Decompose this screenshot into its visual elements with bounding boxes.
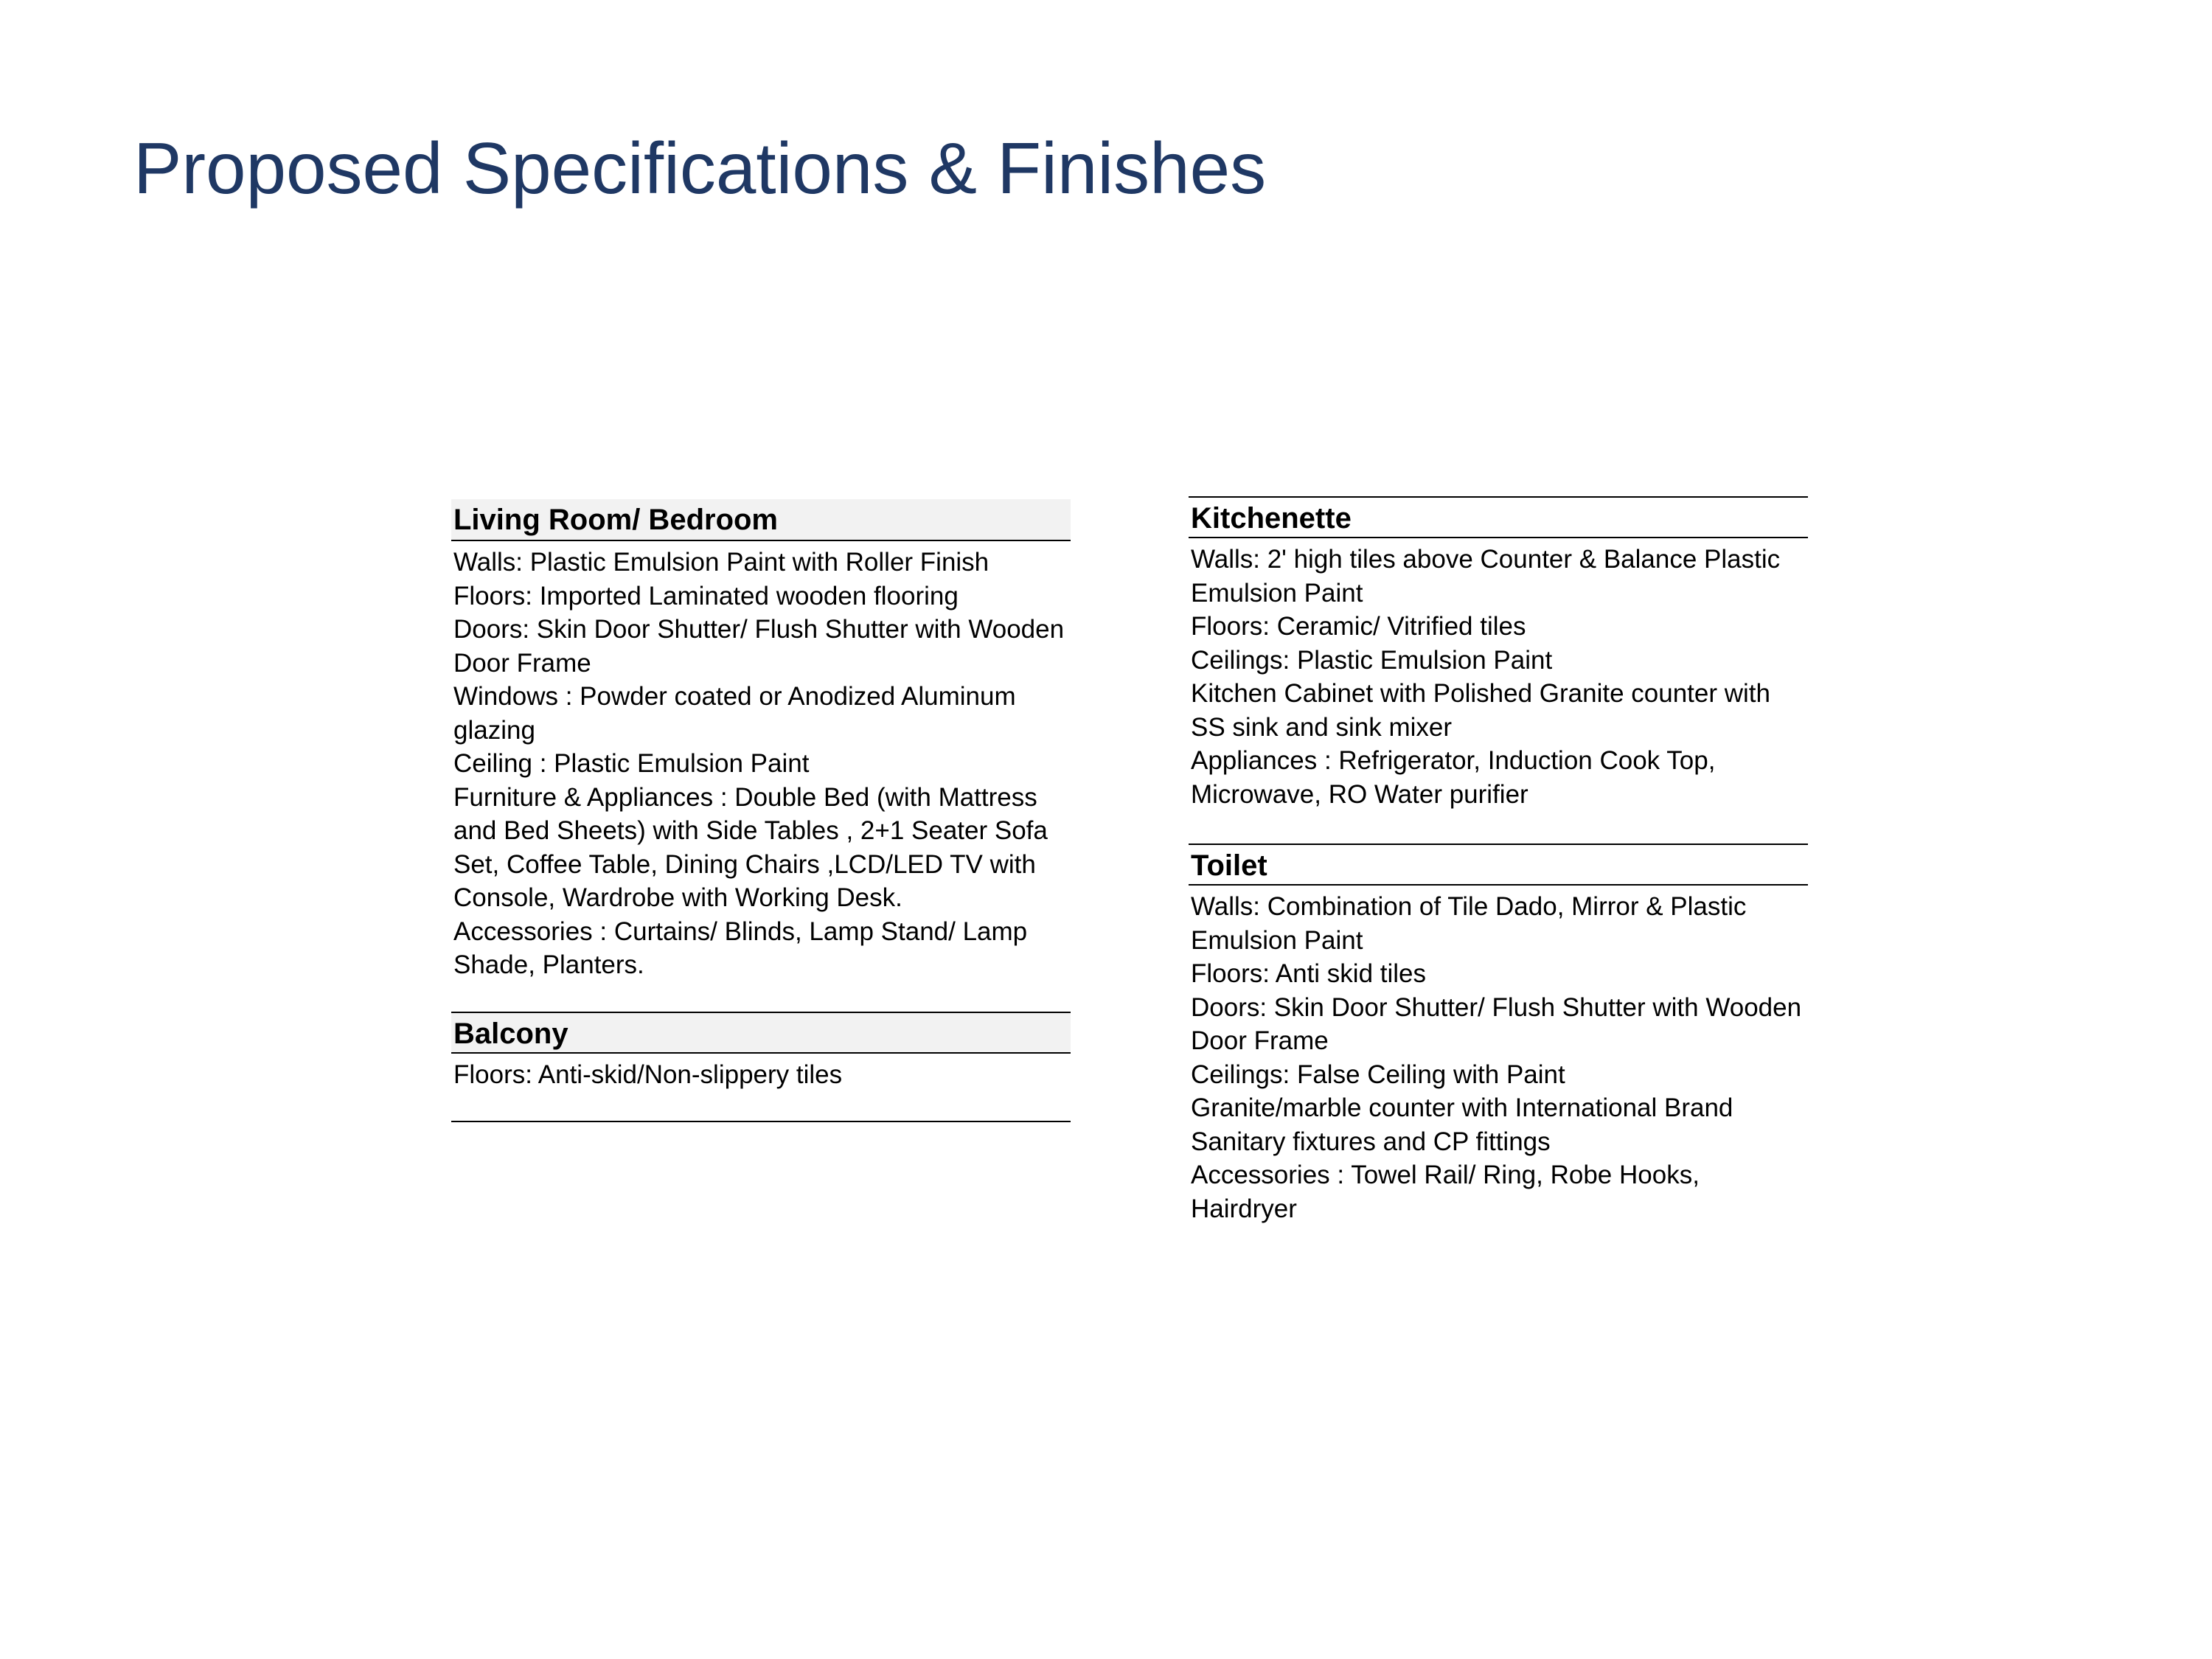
spec-line: Walls: Combination of Tile Dado, Mirror & Plastic Emulsion Paint [1191, 892, 1747, 955]
spec-line: Doors: Skin Door Shutter/ Flush Shutter with Wooden Door Frame [1191, 992, 1802, 1055]
spec-line: Accessories : Curtains/ Blinds, Lamp Stand/ Lamp Shade, Planters. [453, 917, 1028, 979]
right-spec-column [1189, 496, 1808, 1225]
spec-line: Walls: Plastic Emulsion Paint with Roller Finish [453, 548, 990, 577]
toilet-heading: Toilet [1189, 844, 1808, 886]
living-room-spec-list [451, 541, 1071, 982]
spec-line: Appliances : Refrigerator, Induction Cook Top, Microwave, RO Water purifier [1191, 746, 1716, 809]
spec-line: Floors: Imported Laminated wooden flooring [453, 581, 959, 611]
spec-line: Granite/marble counter with International Brand Sanitary fixtures and CP fittings [1191, 1093, 1733, 1156]
spec-line: Doors: Skin Door Shutter/ Flush Shutter with Wooden Door Frame [453, 615, 1065, 678]
spec-line: Kitchen Cabinet with Polished Granite counter with SS sink and sink mixer [1191, 679, 1770, 742]
spec-line: Accessories : Towel Rail/ Ring, Robe Hooks, Hairdryer [1191, 1161, 1700, 1223]
toilet-section [1189, 844, 1808, 1225]
kitchenette-section [1189, 496, 1808, 811]
spec-line: Ceiling : Plastic Emulsion Paint [453, 749, 810, 778]
toilet-spec-list [1189, 886, 1808, 1225]
kitchenette-spec-list [1189, 538, 1808, 811]
spec-line: Furniture & Appliances : Double Bed (with Mattress and Bed Sheets) with Side Tables , 2+1 Seater Sofa Set, Coffee Table, Dining Chairs ,LCD/LED TV with Console, Wardrobe with Working Desk. [453, 782, 1048, 912]
living-room-section [451, 499, 1071, 982]
spec-line: Ceilings: Plastic Emulsion Paint [1191, 645, 1553, 675]
spec-line: Windows : Powder coated or Anodized Aluminum glazing [453, 682, 1016, 745]
page-title: Proposed Specifications & Finishes [133, 128, 1267, 209]
balcony-spec-list [451, 1054, 1071, 1123]
left-spec-column [451, 499, 1071, 1122]
spec-line: Floors: Anti skid tiles [1191, 959, 1426, 988]
section-spacer [451, 982, 1071, 1012]
balcony-heading: Balcony [451, 1012, 1071, 1054]
spec-line: Walls: 2' high tiles above Counter & Balance Plastic Emulsion Paint [1191, 545, 1781, 608]
spec-line: Floors: Ceramic/ Vitrified tiles [1191, 612, 1526, 641]
section-spacer [1189, 811, 1808, 844]
balcony-section [451, 1012, 1071, 1123]
spec-line: Ceilings: False Ceiling with Paint [1191, 1060, 1565, 1089]
kitchenette-heading: Kitchenette [1189, 496, 1808, 538]
living-room-heading: Living Room/ Bedroom [451, 499, 1071, 541]
spec-line: Floors: Anti-skid/Non-slippery tiles [453, 1060, 843, 1089]
